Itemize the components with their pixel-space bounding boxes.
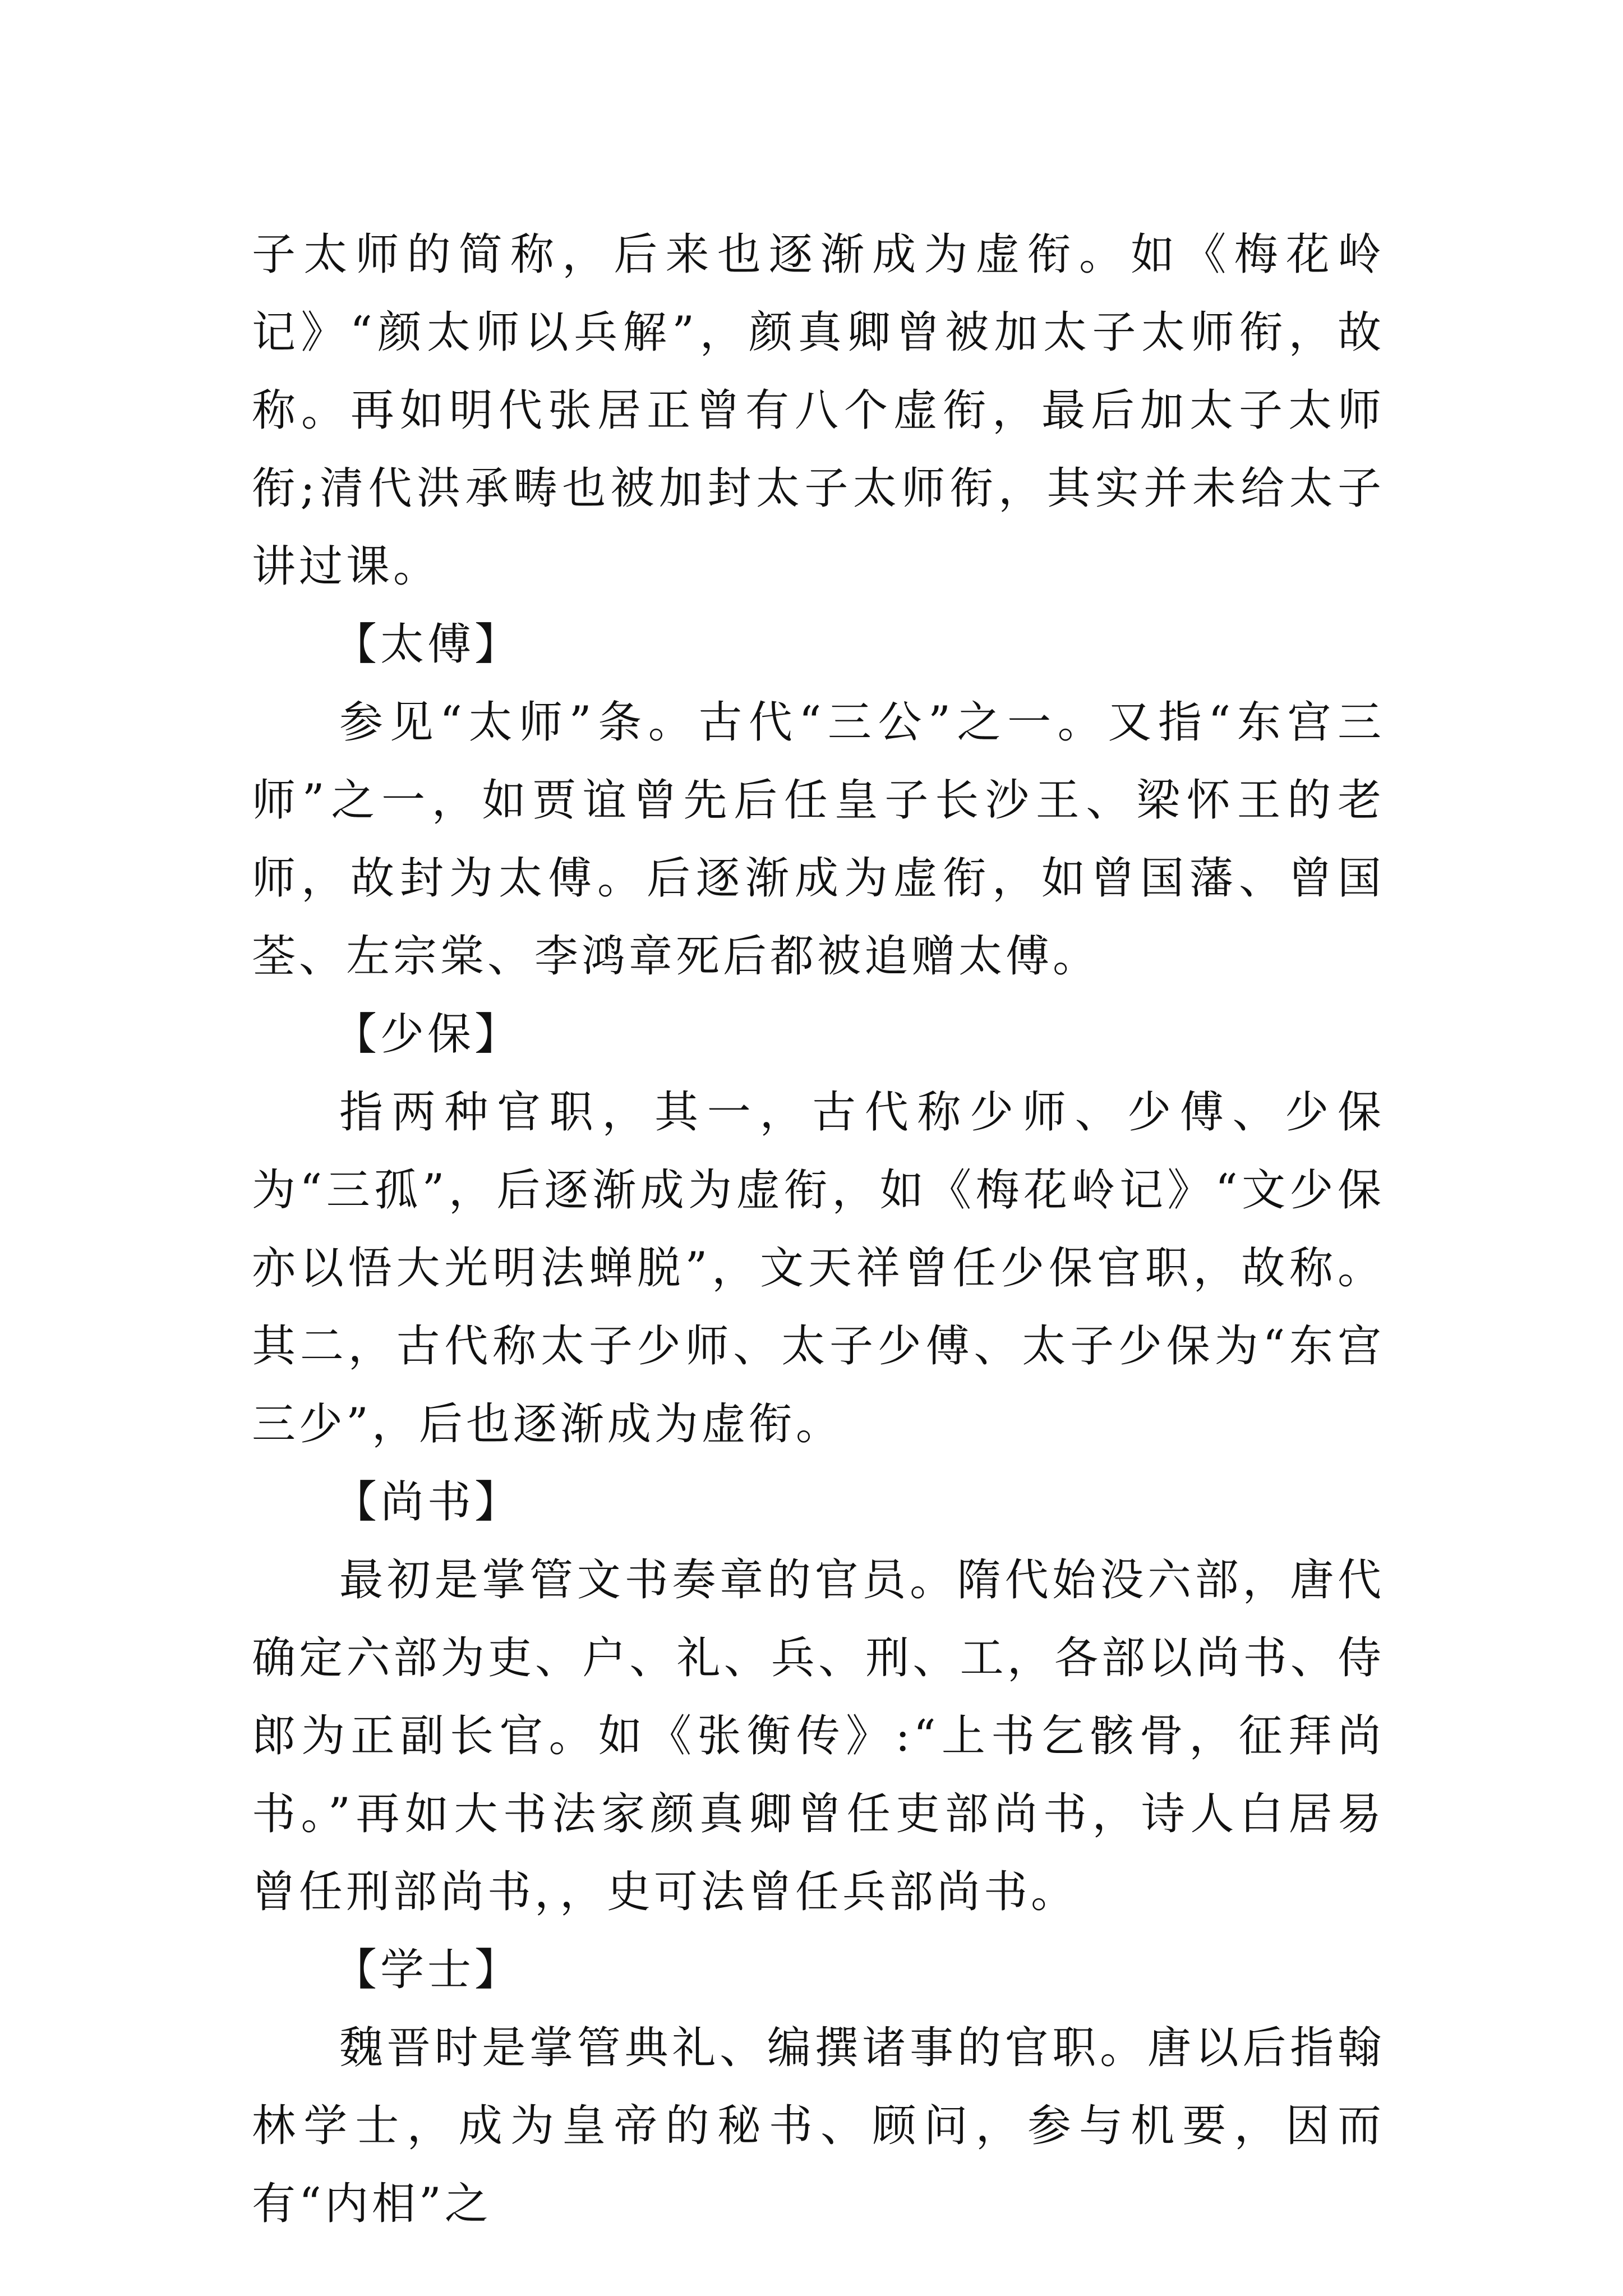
entry-heading-taifu: 【太傅】 (333, 619, 522, 670)
paragraph-shaobao: 指两种官职，其一，古代称少师、少傅、少保为“三孤”，后逐渐成为虚衔，如《梅花岭记》“文少保亦以悟大光明法蝉脱”，文天祥曾任少保官职，故称。其二，古代称太子少师、太子少傅、太子少保为“东宫三少”，后也逐渐成为虚衔。 (252, 1087, 1385, 1450)
entry-heading-shaobao: 【少保】 (333, 1009, 522, 1060)
paragraph-taifu: 参见“太师”条。古代“三公”之一。又指“东宫三师”之一，如贾谊曾先后任皇子长沙王、梁怀王的老师，故封为太傅。后逐渐成为虚衔，如曾国藩、曾国荃、左宗棠、李鸿章死后都被追赠太傅。 (252, 697, 1385, 982)
entry-heading-shangshu: 【尚书】 (333, 1477, 522, 1527)
entry-heading-xueshi: 【学士】 (333, 1945, 522, 1995)
paragraph-shangshu: 最初是掌管文书奏章的官员。隋代始没六部，唐代确定六部为吏、户、礼、兵、刑、工，各部以尚书、侍郎为正副长官。如《张衡传》:“上书乞骸骨，征拜尚书。”再如大书法家颜真卿曾任吏部尚书，诗人白居易曾任刑部尚书，，史可法曾任兵部尚书。 (252, 1555, 1385, 1917)
paragraph-xueshi: 魏晋时是掌管典礼、编撰诸事的官职。唐以后指翰林学士，成为皇帝的秘书、顾问，参与机要，因而有“内相”之 (252, 2023, 1385, 2229)
document-page (252, 216, 1385, 2243)
paragraph-continuation: 子太师的简称，后来也逐渐成为虚衔。如《梅花岭记》“颜太师以兵解”，颜真卿曾被加太子太师衔，故称。再如明代张居正曾有八个虚衔，最后加太子太师衔;清代洪承畴也被加封太子太师衔，其实并未给太子讲过课。 (252, 229, 1385, 592)
